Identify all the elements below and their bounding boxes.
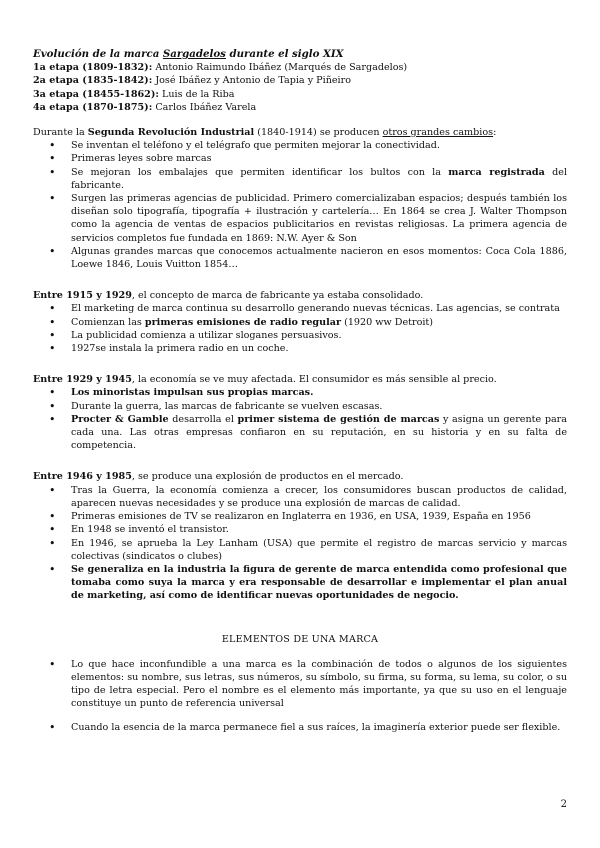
list-item: • Durante la guerra, las marcas de fabricante se vuelven escasas. — [71, 400, 567, 413]
document-page — [33, 48, 567, 734]
stage-4: 4a etapa (1870-1875): Carlos Ibáñez Varela — [33, 101, 257, 113]
section3-intro: Entre 1929 y 1945, la economía se ve muy afectada. El consumidor es más sensible al precio. — [33, 374, 497, 386]
list-item: • Algunas grandes marcas que conocemos actualmente nacieron en esos momentos: Coca Cola 1886, Loewe 1846, Louis Vuitton 1854… — [71, 245, 567, 271]
list-item: • Comienzan las primeras emisiones de radio regular (1920 ww Detroit) — [71, 316, 567, 329]
list-item: • En 1948 se inventó el transistor. — [71, 523, 567, 536]
list-item: • Cuando la esencia de la marca permanece fiel a sus raíces, la imaginería exterior puede ser flexible. — [71, 721, 567, 734]
section4-list — [33, 484, 567, 603]
section5-list — [33, 658, 567, 734]
brand-name: Sargadelos — [162, 48, 226, 60]
stage-3: 3a etapa (18455-1862): Luis de la Riba — [33, 88, 235, 100]
list-item: • Primeras leyes sobre marcas — [71, 152, 567, 165]
section2-intro: Entre 1915 y 1929, el concepto de marca de fabricante ya estaba consolidado. — [33, 290, 424, 302]
section4-intro: Entre 1946 y 1985, se produce una explosión de productos en el mercado. — [33, 471, 404, 483]
section3-list — [33, 386, 567, 452]
section1-intro: Durante la Segunda Revolución Industrial (1840-1914) se producen otros grandes cambios: — [33, 127, 497, 139]
section2-list — [33, 302, 567, 355]
list-item: • Se inventan el teléfono y el telégrafo que permiten mejorar la conectividad. — [71, 139, 567, 152]
doc-title: Evolución de la marca Sargadelos durante el siglo XIX — [33, 48, 344, 60]
section1-list — [33, 139, 567, 271]
list-item: • Lo que hace inconfundible a una marca es la combinación de todos o algunos de los siguientes elementos: su nombre, sus letras, sus números, su símbolo, su firma, su forma, su lema, su color, o su tipo de letra especial. Pero el nombre es el elemento más importante, ya que su uso en el lenguaje constituye un punto de referencia universal — [71, 658, 567, 711]
list-item: • El marketing de marca continua su desarrollo generando nuevas técnicas. Las agencias, se contrata — [71, 302, 567, 315]
list-item: • 1927se instala la primera radio en un coche. — [71, 342, 567, 355]
list-item: • Procter & Gamble desarrolla el primer sistema de gestión de marcas y asigna un gerente para cada una. Las otras empresas confiaron en su reputación, en su historia y en su falta de competencia. — [71, 413, 567, 453]
list-item: • La publicidad comienza a utilizar sloganes persuasivos. — [71, 329, 567, 342]
list-item: • Primeras emisiones de TV se realizaron en Inglaterra en 1936, en USA, 1939, España en 1956 — [71, 510, 567, 523]
list-item: • En 1946, se aprueba la Ley Lanham (USA) que permite el registro de marcas servicio y marcas colectivas (sindicatos o clubes) — [71, 537, 567, 563]
list-item: • Surgen las primeras agencias de publicidad. Primero comercializaban espacios; después también los diseñan solo tipografía, tipografía + ilustración y cartelería… En 1864 se crea J. Walter Thompson como la agencia de ventas de espacios publicitarios en revistas religiosas. La primera agencia de servicios completos fue fundada en 1869: N.W. Ayer & Son — [71, 192, 567, 245]
stage-2: 2a etapa (1835-1842): José Ibáñez y Antonio de Tapia y Piñeiro — [33, 75, 351, 87]
list-item: • Los minoristas impulsan sus propias marcas. — [71, 386, 567, 399]
list-item: • Se generaliza en la industria la figura de gerente de marca entendida como profesional que tomaba como suya la marca y era responsable de desarrollar e implementar el plan anual de marketing, así como de identificar nuevas oportunidades de negocio. — [71, 563, 567, 603]
stages-list — [33, 61, 567, 114]
section5-heading: ELEMENTOS DE UNA MARCA — [221, 633, 379, 645]
list-item: • Se mejoran los embalajes que permiten identificar los bultos con la marca registrada del fabricante. — [71, 166, 567, 192]
list-item: • Tras la Guerra, la economía comienza a crecer, los consumidores buscan productos de calidad, aparecen nuevas necesidades y se produce una explosión de marcas de calidad. — [71, 484, 567, 510]
page-number: 2 — [560, 799, 567, 810]
stage-1: 1a etapa (1809-1832): Antonio Raimundo Ibáñez (Marqués de Sargadelos) — [33, 62, 408, 74]
